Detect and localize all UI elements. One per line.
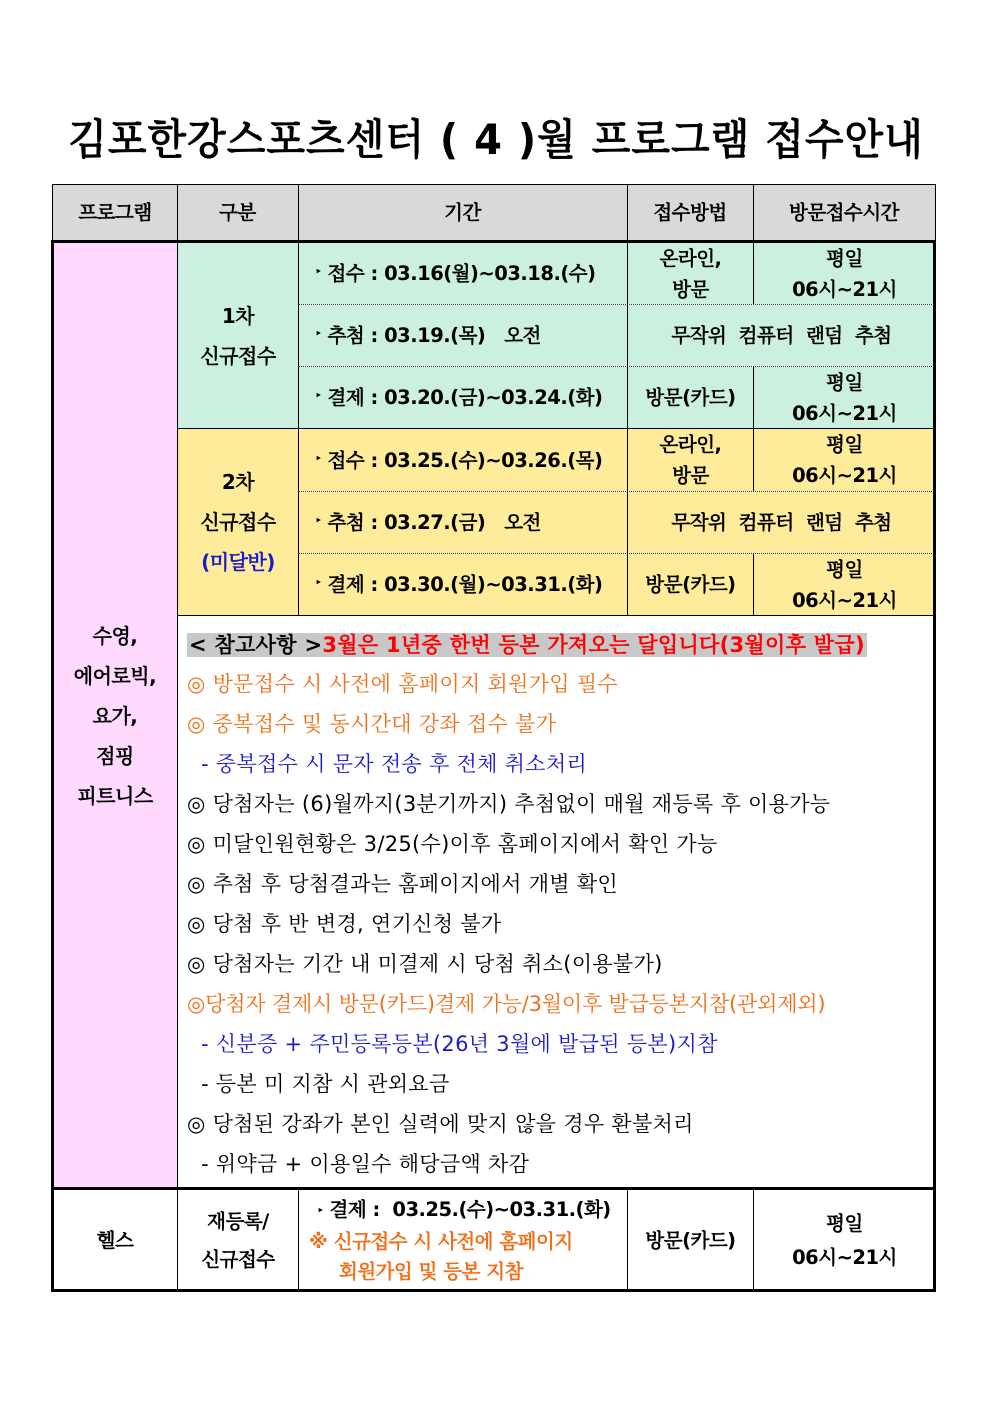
bullet-icon: ‣ (315, 514, 322, 527)
round2-apply-method (628, 429, 753, 491)
table-border (753, 1190, 754, 1290)
round2-payment-method (628, 554, 753, 615)
header-period-label: 기간 (444, 201, 481, 224)
table-border (177, 615, 934, 616)
header-method (627, 184, 753, 241)
note-item: - 위약금 + 이용일수 해당금액 차감 (187, 1152, 530, 1176)
table-border (51, 1289, 936, 1292)
method-line: 온라인, (659, 433, 722, 456)
notes-section (178, 616, 935, 1188)
header-category-label: 구분 (219, 201, 256, 224)
table-border (52, 184, 53, 241)
round1-apply-period (299, 243, 627, 304)
note-item: ◎당첨자 결제시 방문(카드)결제 가능/3월이후 발급등본지참(관외제외) (187, 992, 826, 1016)
table-border (51, 1187, 936, 1190)
row-divider (298, 304, 934, 305)
round2-label: 2차 (221, 470, 255, 494)
time-line: 평일 (826, 433, 863, 456)
program-fitness: 피트니스 (77, 783, 153, 808)
note-item: ◎ 추첨 후 당첨결과는 홈페이지에서 개별 확인 (187, 872, 619, 896)
time-line: 평일 (826, 557, 863, 581)
method-line: 방문(카드) (645, 386, 736, 409)
round1-payment-time (754, 367, 935, 428)
time-line: 06시~21시 (792, 401, 897, 425)
notes-heading (187, 629, 867, 659)
period-text: 추첨 : 03.19.(목) 오전 (327, 324, 541, 347)
round2-payment-period (299, 554, 627, 615)
note-item: ◎ 당첨 후 반 변경, 연기신청 불가 (187, 912, 502, 936)
health-period-note: 회원가입 및 등본 지참 (339, 1260, 523, 1283)
health-time (754, 1190, 935, 1291)
time-line: 06시~21시 (792, 1245, 897, 1269)
program-jumping: 점핑 (96, 743, 134, 768)
period-text: 접수 : 03.16(월)~03.18.(수) (327, 262, 596, 285)
table-border (177, 428, 934, 429)
note-item: ◎ 방문접수 시 사전에 홈페이지 회원가입 필수 (187, 672, 619, 696)
header-program-label: 프로그램 (78, 201, 152, 224)
round2-label-cell (178, 429, 298, 615)
header-visit-time (753, 184, 935, 241)
table-border (753, 429, 754, 491)
bullet-icon: ‣ (315, 451, 322, 465)
round1-draw-method (628, 305, 935, 366)
note-item: ◎ 당첨된 강좌가 본인 실력에 맞지 않을 경우 환불처리 (187, 1112, 694, 1136)
table-border (753, 367, 754, 429)
round2-draw-period (299, 492, 627, 553)
notes-heading-highlight (187, 633, 867, 657)
program-main-cell (53, 243, 177, 1188)
table-border (298, 184, 299, 241)
table-border (177, 243, 178, 1291)
note-item: ◎ 당첨자는 (6)월까지(3분기까지) 추첨없이 매월 재등록 후 이용가능 (187, 792, 831, 816)
row-divider (298, 491, 934, 492)
table-border (753, 184, 754, 241)
row-divider (298, 366, 934, 367)
time-line: 06시~21시 (792, 464, 897, 487)
round2-sublabel: 신규접수 (200, 510, 276, 534)
header-period (298, 184, 627, 241)
health-category-line: 재등록/ (207, 1209, 269, 1233)
time-line: 평일 (826, 1211, 863, 1235)
health-program (53, 1190, 177, 1291)
period-text: 추첨 : 03.27.(금) 오전 (327, 511, 541, 534)
period-text: 접수 : 03.25.(수)~03.26.(목) (327, 448, 603, 472)
bullet-icon: ‣ (315, 389, 322, 402)
note-item: - 신분증 + 주민등록등본(26년 3월에 발급된 등본)지참 (187, 1032, 718, 1056)
time-line: 평일 (826, 246, 863, 270)
header-program (53, 184, 177, 241)
note-item: - 등본 미 지참 시 관외요금 (187, 1072, 450, 1096)
program-yoga: 요가, (92, 703, 138, 728)
program-swim: 수영, (92, 623, 138, 648)
time-line: 평일 (826, 370, 863, 394)
health-program-label: 헬스 (96, 1229, 134, 1252)
round1-label-cell (178, 243, 298, 428)
note-item: ◎ 중복접수 및 동시간대 강좌 접수 불가 (187, 712, 557, 736)
program-aerobic: 에어로빅, (73, 663, 157, 688)
page-title: 김포한강스포츠센터 ( 4 )월 프로그램 접수안내 (68, 116, 924, 165)
table-border (935, 184, 936, 241)
bullet-icon: ‣ (315, 327, 322, 340)
health-category-line: 신규접수 (201, 1247, 275, 1271)
header-category (177, 184, 298, 241)
table-border (627, 1190, 628, 1290)
table-border (177, 184, 178, 241)
table-border (753, 554, 754, 615)
health-method (628, 1190, 753, 1291)
method-line: 방문 (672, 464, 709, 487)
round1-apply-time (754, 243, 935, 304)
health-method-label: 방문(카드) (645, 1229, 736, 1252)
table-border (933, 240, 936, 1292)
table-border (52, 184, 936, 185)
period-text: 결제 : 03.20.(금)~03.24.(화) (327, 386, 603, 409)
round2-draw-method (628, 492, 935, 553)
time-line: 06시~21시 (792, 588, 897, 612)
round1-sublabel: 신규접수 (200, 343, 276, 368)
table-border (753, 243, 754, 304)
period-text: 결제 : 03.30.(월)~03.31.(화) (327, 573, 603, 596)
bullet-icon: ‣ (315, 576, 322, 589)
note-item: ◎ 미달인원현황은 3/25(수)이후 홈페이지에서 확인 가능 (187, 832, 718, 856)
table-border (627, 243, 628, 615)
table-border (627, 184, 628, 241)
draw-method-text: 무작위 컴퓨터 랜덤 추첨 (671, 511, 892, 534)
notes-heading-text: 3월은 1년중 한번 등본 가져오는 달입니다(3월이후 발급) (322, 633, 865, 657)
method-line: 온라인, (659, 246, 722, 270)
time-line: 06시~21시 (792, 277, 897, 301)
health-period (299, 1190, 627, 1291)
note-item: ◎ 당첨자는 기간 내 미결제 시 당첨 취소(이용불가) (187, 952, 663, 976)
table-border (298, 1190, 299, 1290)
period-text: 결제 : 03.25.(수)~03.31.(화) (329, 1198, 611, 1221)
round1-payment-period (299, 367, 627, 428)
health-period-note: ※ 신규접수 시 사전에 홈페이지 (309, 1230, 573, 1253)
note-item: - 중복접수 시 문자 전송 후 전체 취소처리 (187, 752, 588, 776)
method-line: 방문(카드) (645, 573, 736, 596)
table-border (51, 240, 936, 243)
round2-undersubscribed-label: (미달반) (201, 550, 275, 574)
health-period-line (317, 1194, 611, 1228)
notes-heading-label: < 참고사항 > (189, 633, 323, 657)
method-line: 방문 (672, 277, 709, 301)
round1-apply-method (628, 243, 753, 304)
draw-method-text: 무작위 컴퓨터 랜덤 추첨 (671, 324, 892, 347)
round1-draw-period (299, 305, 627, 366)
header-method-label: 접수방법 (653, 201, 727, 224)
round1-payment-method (628, 367, 753, 428)
round1-label: 1차 (221, 303, 255, 328)
round2-payment-time (754, 554, 935, 615)
health-category (178, 1190, 298, 1291)
row-divider (298, 553, 934, 554)
header-visit-time-label: 방문접수시간 (788, 201, 900, 224)
table-border (298, 243, 299, 615)
round2-apply-period (299, 429, 627, 491)
table-border (51, 240, 54, 1292)
bullet-icon: ‣ (315, 265, 322, 278)
round2-apply-time (754, 429, 935, 491)
bullet-icon: ‣ (317, 1204, 324, 1217)
